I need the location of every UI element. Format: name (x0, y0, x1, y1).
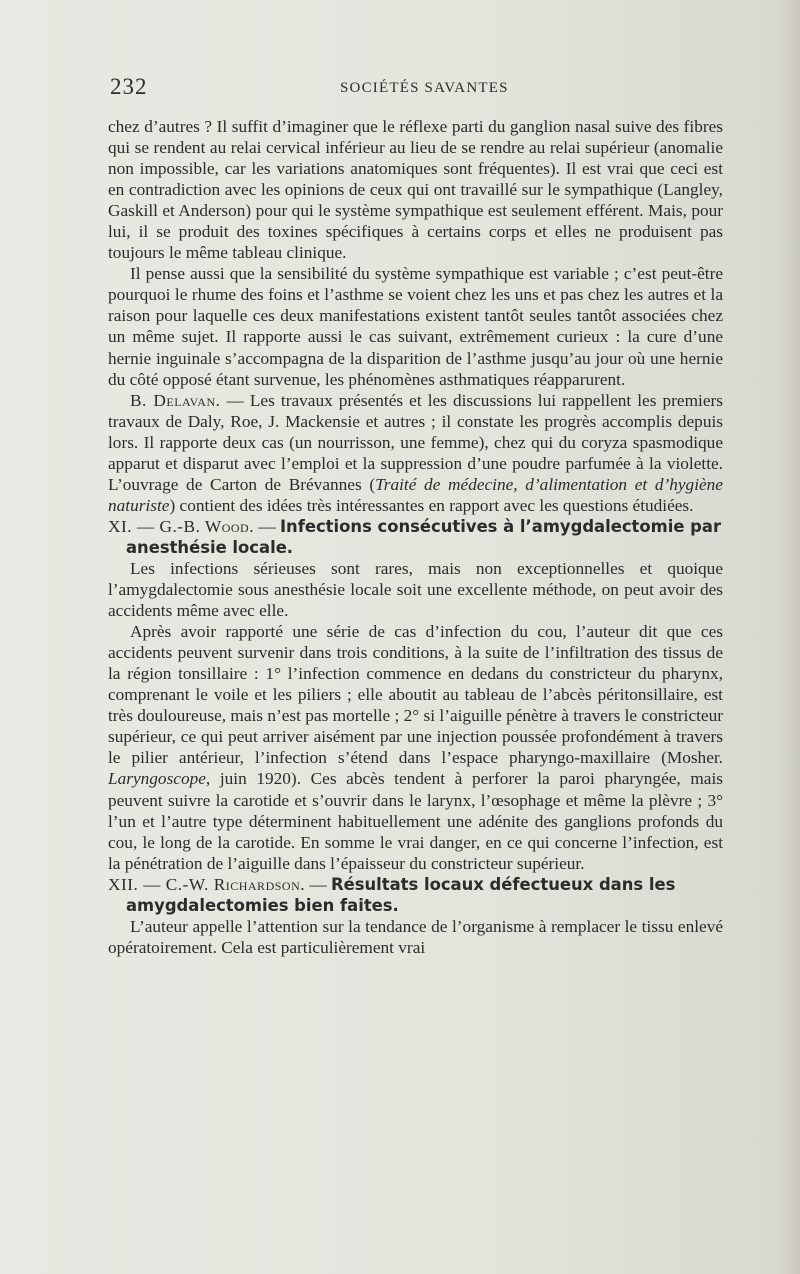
paragraph-3: B. Delavan. — Les travaux présentés et les discussions lui rappellent les premiers travaux de Daly, Roe, J. Mackensie et autres ; il constate les progrès accomplis depuis lors. Il rapporte deux cas (un nourrisson, une femme), chez qui du coryza spasmodique apparut et disparut avec l’emploi et la suppression d’une poudre parfumée à la violette. L’ouvrage de Carton de Brévannes (Traité de médecine, d’alimentation et d’hygiène naturiste) contient des idées très intéressantes en rapport avec les questions étudiées. (108, 390, 723, 515)
paragraph-5: Après avoir rapporté une série de cas d’infection du cou, l’auteur dit que ces accidents peuvent survenir dans trois conditions, à la suite de l’infiltration des tissus de la région tonsillaire : 1° l’infection commence en dedans du constricteur du pharynx, comprenant le voile et les piliers ; elle aboutit au tableau de l’abcès péritonsillaire, est très douloureuse, mais n’est pas mortelle ; 2° si l’aiguille pénètre à travers le constricteur supérieur, ce qui peut arriver aisément par une injection poussée profondément à travers le pilier antérieur, l’infection s’étend dans l’espace pharyngo-maxillaire (Mosher. Laryngoscope, juin 1920). Ces abcès tendent à perforer la paroi pharyngée, mais peuvent suivre la carotide et s’ouvrir dans le larynx, l’œsophage et même la plèvre ; 3° l’un et l’autre type déterminent habituellement une adénite des ganglions profonds du cou, le long de la carotide. En somme le vrai danger, en ce qui concerne l’infection, est la pénétration de l’aiguille dans l’épaisseur du constricteur supérieur. (108, 622, 723, 873)
running-title: SOCIÉTÉS SAVANTES (340, 80, 509, 96)
paragraph-6: L’auteur appelle l’attention sur la tendance de l’organisme à remplacer le tissu enlevé opératoirement. Cela est particulièrement vrai (108, 916, 723, 957)
page-number: 232 (110, 74, 148, 99)
section-xii-heading: XII. — C.-W. Richardson. — Résultats locaux défectueux dans les amygdalectomies bien faites. (108, 874, 676, 915)
page-header (110, 74, 720, 102)
article-body (108, 116, 723, 958)
paragraph-1: chez d’autres ? Il suffit d’imaginer que le réflexe parti du ganglion nasal suive des fibres qui se rendent au relai cervical inférieur au lieu de se rendre au relai supérieur (anomalie non impossible, car les variations anatomiques sont fréquentes). Il est vrai que ceci est en contradiction avec les opinions de ceux qui ont travaillé sur le sympathique (Langley, Gaskill et Anderson) pour qui le système sympathique est seulement efférent. Mais, pour lui, il se produit des toxines spécifiques à certains corps et elles ne produisent pas toujours le même tableau clinique. (108, 117, 723, 263)
book-title: Traité de médecine, d’alimentation et d’hygiène naturiste (108, 474, 723, 515)
journal-title: Laryngoscope (108, 769, 206, 789)
paragraph-4: Les infections sérieuses sont rares, mais non exceptionnelles et quoique l’amygdalectomie sous anesthésie locale soit une excellente méthode, on peut avoir des accidents même avec elle. (108, 558, 723, 621)
paragraph-2: Il pense aussi que la sensibilité du système sympathique est variable ; c’est peut-être pourquoi le rhume des foins et l’asthme se voient chez les uns et pas chez les autres et la raison pour laquelle ces deux manifestations existent tantôt seules tantôt associées chez un même sujet. Il rapporte aussi le cas suivant, extrêmement curieux : la cure d’une hernie inguinale s’accompagna de la disparition de l’asthme jusqu’au jour où une hernie du côté opposé étant survenue, les phénomènes asthmatiques réapparurent. (108, 264, 723, 389)
author-wood: G.-B. Wood. (159, 516, 255, 536)
author-richardson: C.-W. Richardson. (165, 874, 306, 894)
author-delavan: B. Delavan. (130, 390, 221, 410)
section-xii-title: Résultats locaux défectueux dans les amygdalectomies bien faites. (126, 874, 676, 915)
section-xi-title: Infections consécutives à l’amygdalectomie par anesthésie locale. (126, 516, 722, 557)
section-xi-heading: XI. — G.-B. Wood. — Infections consécutives à l’amygdalectomie par anesthésie locale. (108, 516, 722, 557)
